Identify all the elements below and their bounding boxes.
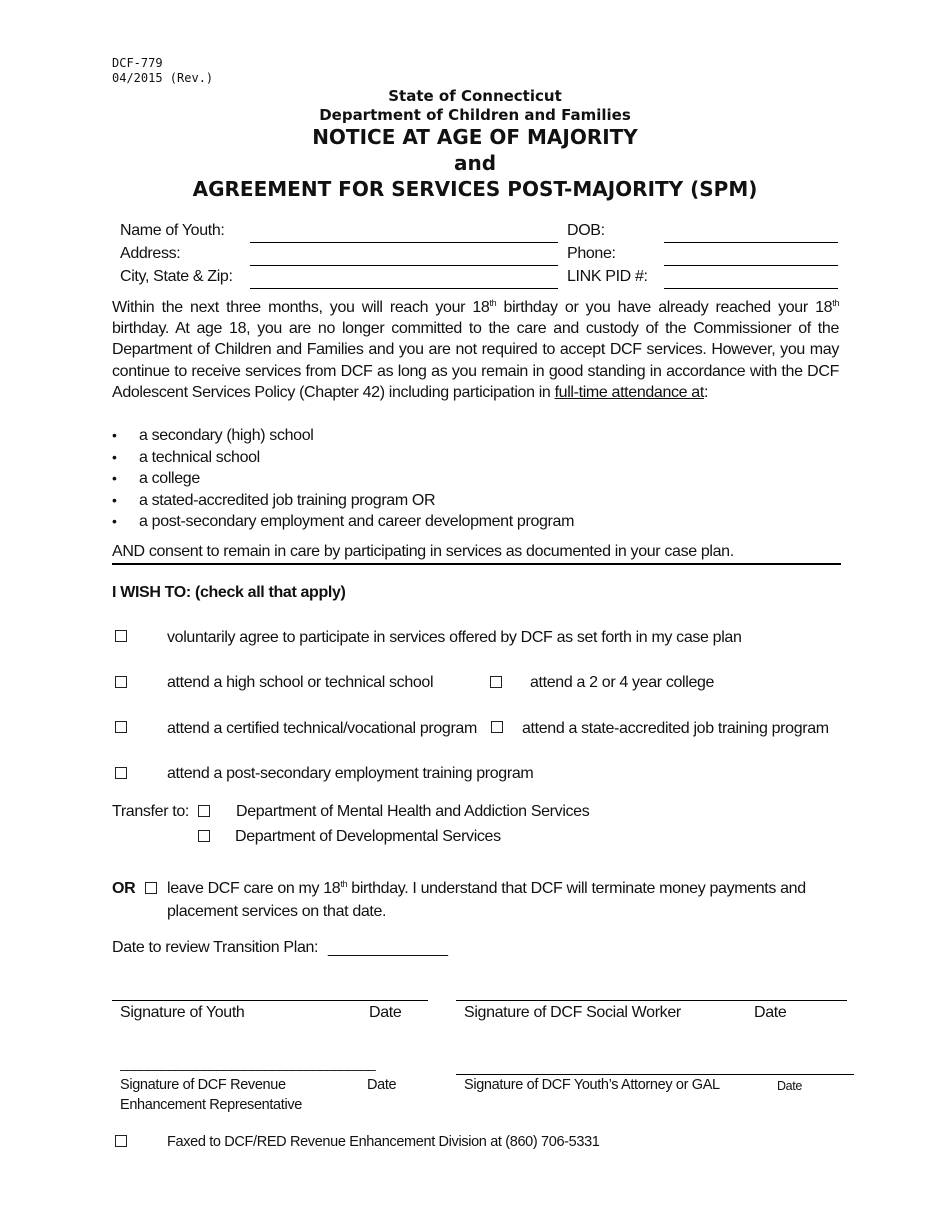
page-subtitle: AGREEMENT FOR SERVICES POST-MAJORITY (SPM): [192, 177, 758, 201]
phone-label: Phone:: [567, 245, 616, 262]
eligibility-list: [111, 425, 711, 533]
address-field[interactable]: [250, 244, 558, 266]
link-pid-field[interactable]: [664, 267, 838, 289]
high-school-checkbox[interactable]: [115, 676, 127, 688]
form-revision: 04/2015 (Rev.): [112, 71, 214, 85]
post-secondary-option-label: attend a post-secondary employment training program: [167, 765, 534, 782]
college-checkbox[interactable]: [490, 676, 502, 688]
form-code: DCF-779: [112, 56, 163, 70]
revenue-signature-label: Signature of DCF Revenue: [120, 1077, 286, 1093]
consent-text: AND consent to remain in care by participating in services as documented in your case plan.: [112, 543, 734, 560]
youth-signature-label: Signature of Youth: [120, 1004, 245, 1021]
city-state-zip-field[interactable]: [250, 267, 558, 289]
review-date-label: Date to review Transition Plan:: [112, 939, 319, 956]
voluntary-checkbox[interactable]: [115, 630, 127, 642]
revenue-signature-line[interactable]: _____________________________________: [120, 1055, 375, 1071]
section-divider: [112, 563, 841, 565]
or-label: OR: [112, 880, 136, 897]
dmhas-option-label: Department of Mental Health and Addiction Services: [236, 803, 590, 820]
dmhas-checkbox[interactable]: [198, 805, 210, 817]
high-school-option-label: attend a high school or technical school: [167, 674, 434, 691]
list-item: • a post-secondary employment and career development program: [111, 511, 711, 533]
youth-date-label: Date: [369, 1004, 402, 1021]
link-pid-label: LINK PID #:: [567, 268, 648, 285]
leave-care-text: leave DCF care on my 18th birthday. I understand that DCF will terminate money payments and: [167, 879, 806, 897]
attorney-signature-line[interactable]: [456, 1074, 854, 1075]
intro-paragraph: Within the next three months, you will reach your 18th birthday or you have already reached your 18th birthday. At age 18, you are no longer committed to the care and custody of the Commissioner of the Department of Children and Families and you are not required to accept DCF services. However, you may continue to receive services from DCF as long as you remain in good standing in accordance with the DCF Adolescent Services Policy (Chapter 42) including participation in full-time attendance at:: [112, 298, 839, 401]
city-state-zip-label: City, State & Zip:: [120, 268, 233, 285]
leave-care-checkbox[interactable]: [145, 882, 157, 894]
certified-program-checkbox[interactable]: [115, 721, 127, 733]
title-and: and: [453, 151, 497, 175]
review-date-field[interactable]: ______________: [328, 940, 448, 957]
college-option-label: attend a 2 or 4 year college: [530, 674, 715, 691]
list-item: • a stated-accredited job training program OR: [111, 490, 711, 512]
post-secondary-checkbox[interactable]: [115, 767, 127, 779]
voluntary-option-label: voluntarily agree to participate in services offered by DCF as set forth in my case plan: [167, 629, 742, 646]
social-worker-signature-line[interactable]: [456, 1000, 847, 1001]
certified-program-option-label: attend a certified technical/vocational program: [167, 720, 477, 737]
list-item: • a technical school: [111, 447, 711, 469]
name-of-youth-label: Name of Youth:: [120, 222, 225, 239]
dob-label: DOB:: [567, 222, 605, 239]
transfer-label: Transfer to:: [112, 803, 190, 820]
revenue-date-label: Date: [367, 1077, 397, 1093]
state-accredited-checkbox[interactable]: [491, 721, 503, 733]
address-label: Address:: [120, 245, 181, 262]
leave-care-text-cont: placement services on that date.: [167, 903, 387, 920]
youth-signature-line[interactable]: [112, 1000, 428, 1001]
phone-field[interactable]: [664, 244, 838, 266]
list-item: • a college: [111, 468, 711, 490]
state-accredited-option-label: attend a state-accredited job training program: [522, 720, 829, 737]
attorney-signature-label: Signature of DCF Youth’s Attorney or GAL: [464, 1077, 720, 1093]
social-worker-date-label: Date: [754, 1004, 787, 1021]
faxed-label: Faxed to DCF/RED Revenue Enhancement Division at (860) 706-5331: [167, 1134, 600, 1150]
dds-checkbox[interactable]: [198, 830, 210, 842]
faxed-checkbox[interactable]: [115, 1135, 127, 1147]
dds-option-label: Department of Developmental Services: [235, 828, 501, 845]
page-title: NOTICE AT AGE OF MAJORITY: [312, 125, 638, 149]
state-name: State of Connecticut: [388, 87, 562, 105]
attorney-date-label: Date: [777, 1079, 803, 1093]
name-of-youth-field[interactable]: [250, 221, 558, 243]
wish-heading: I WISH TO: (check all that apply): [112, 584, 346, 601]
list-item: • a secondary (high) school: [111, 425, 711, 447]
dob-field[interactable]: [664, 221, 838, 243]
department-name: Department of Children and Families: [319, 106, 631, 124]
revenue-signature-label-cont: Enhancement Representative: [120, 1097, 302, 1113]
social-worker-signature-label: Signature of DCF Social Worker: [464, 1004, 681, 1021]
